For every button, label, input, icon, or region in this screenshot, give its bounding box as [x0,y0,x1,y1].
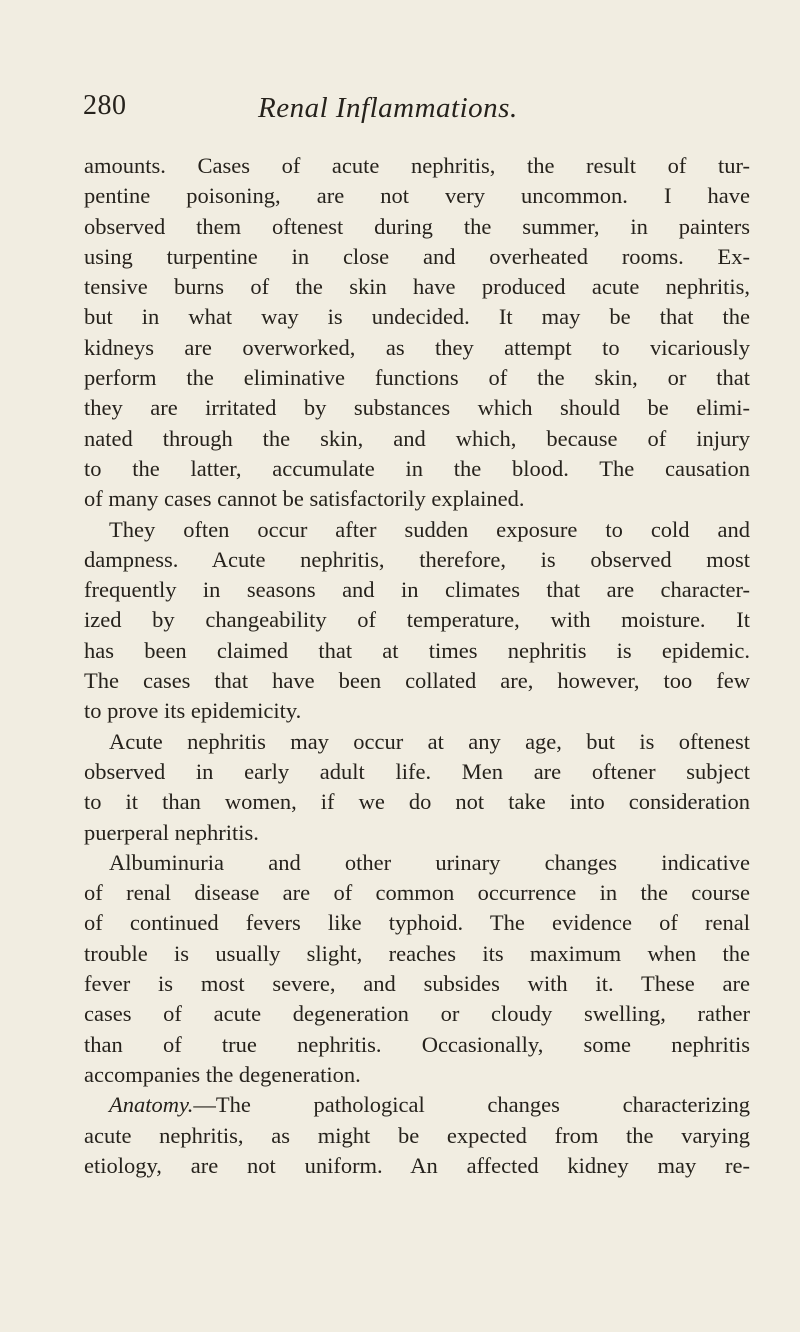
text-line: using turpentine in close and overheated rooms. Ex- [84,243,750,269]
text-line: puerperal nephritis. [84,819,259,845]
text-line: to it than women, if we do not take into consideration [84,789,750,815]
text-line: perform the eliminative functions of the skin, or that [84,365,750,391]
text-line: ized by changeability of temperature, with moisture. It [84,607,750,633]
text-line: has been claimed that at times nephritis is epidemic. [84,637,750,663]
section-heading-anatomy: Anatomy. [109,1092,194,1118]
text-line: Albuminuria and other urinary changes indicative [109,849,750,875]
text-run: —The pathological changes characterizing [193,1092,750,1118]
text-line: to the latter, accumulate in the blood. The causation [84,455,750,481]
text-line: amounts. Cases of acute nephritis, the result of tur- [84,153,750,178]
text-line: Acute nephritis may occur at any age, but is oftenest [109,728,750,754]
text-line: observed them oftenest during the summer, in painters [84,213,750,239]
text-line: of many cases cannot be satisfactorily explained. [84,486,525,512]
text-line: pentine poisoning, are not very uncommon. I have [84,183,750,209]
text-line: nated through the skin, and which, because of injury [84,425,750,451]
text-line: The cases that have been collated are, however, too few [84,668,750,694]
text-line: frequently in seasons and in climates that are character- [84,577,750,603]
text-line: acute nephritis, as might be expected from the varying [84,1122,750,1148]
text-line: but in what way is undecided. It may be that the [84,304,750,330]
running-head [83,90,763,130]
text-line: dampness. Acute nephritis, therefore, is observed most [84,546,750,572]
text-line: They often occur after sudden exposure to cold and [109,516,750,542]
text-line: they are irritated by substances which should be elimi- [84,395,750,421]
running-title: Renal Inflammations. [258,92,518,124]
text-line: etiology, are not uniform. An affected kidney may re- [84,1152,750,1178]
text-line: observed in early adult life. Men are oftener subject [84,758,750,784]
body-text [84,151,750,1181]
text-line: trouble is usually slight, reaches its maximum when the [84,940,750,966]
text-line: to prove its epidemicity. [84,698,302,724]
text-line: of continued fevers like typhoid. The evidence of renal [84,910,750,936]
text-line: accompanies the degeneration. [84,1061,361,1087]
text-line [84,1090,750,1120]
text-line: than of true nephritis. Occasionally, some nephritis [84,1031,750,1057]
text-line: of renal disease are of common occurrence in the course [84,880,750,906]
page-number: 280 [83,90,127,121]
text-line: fever is most severe, and subsides with it. These are [84,971,750,997]
text-line: tensive burns of the skin have produced acute nephritis, [84,274,750,300]
text-line: kidneys are overworked, as they attempt to vicariously [84,334,750,360]
text-line: cases of acute degeneration or cloudy swelling, rather [84,1001,750,1027]
